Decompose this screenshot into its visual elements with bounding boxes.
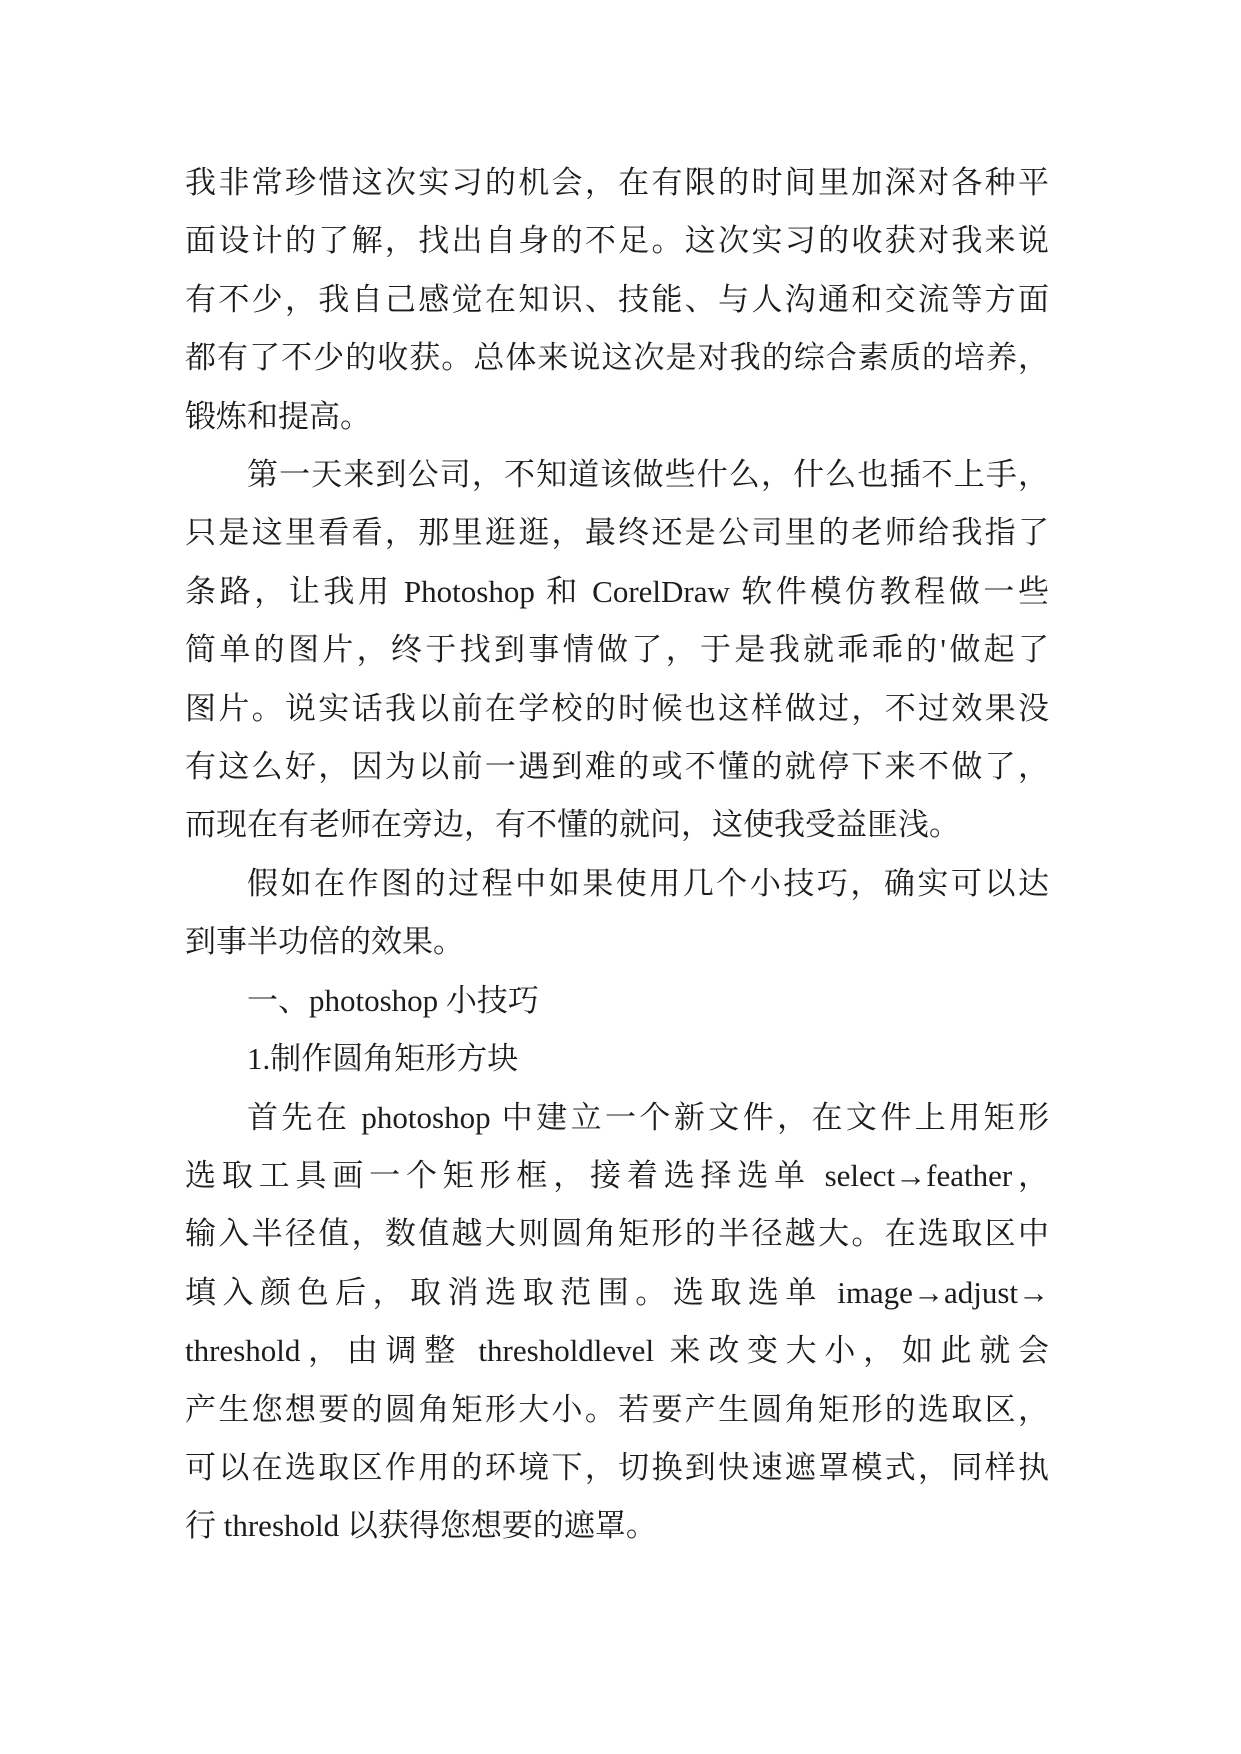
- text-line: 有这么好，因为以前一遇到难的或不懂的就停下来不做了，: [185, 749, 1049, 785]
- text-line: 到事半功倍的效果。: [185, 924, 464, 960]
- text-line: 可以在选取区作用的环境下，切换到快速遮罩模式，同样执: [185, 1449, 1049, 1485]
- text-line: 产生您想要的圆角矩形大小。若要产生圆角矩形的选取区，: [185, 1391, 1049, 1427]
- text-line: 图片。说实话我以前在学校的时候也这样做过，不过效果没: [185, 690, 1049, 726]
- text-line: 有不少，我自己感觉在知识、技能、与人沟通和交流等方面: [185, 281, 1049, 317]
- text-line: 简单的图片，终于找到事情做了，于是我就乖乖的'做起了: [185, 632, 1049, 668]
- document-body: [185, 154, 1049, 1556]
- text-line: 锻炼和提高。: [185, 398, 371, 434]
- text-line: 首先在 photoshop 中建立一个新文件，在文件上用矩形: [247, 1099, 1049, 1135]
- text-line: 我非常珍惜这次实习的机会，在有限的时间里加深对各种平: [185, 165, 1049, 200]
- text-line: 一、photoshop 小技巧: [247, 982, 539, 1018]
- text-line: 条路，让我用 Photoshop 和 CorelDraw 软件模仿教程做一些: [185, 573, 1049, 609]
- text-line: 1.制作圆角矩形方块: [247, 1041, 519, 1077]
- text-line: 都有了不少的收获。总体来说这次是对我的综合素质的培养，: [185, 340, 1049, 376]
- text-line: 填入颜色后，取消选取范围。选取选单 image→adjust→: [185, 1274, 1049, 1310]
- text-line: 第一天来到公司，不知道该做些什么，什么也插不上手，: [247, 457, 1049, 493]
- text-line: threshold，由调整 thresholdlevel 来改变大小，如此就会: [185, 1333, 1049, 1369]
- text-line: 假如在作图的过程中如果使用几个小技巧，确实可以达: [247, 865, 1049, 901]
- text-line: 只是这里看看，那里逛逛，最终还是公司里的老师给我指了: [185, 515, 1049, 551]
- text-line: 而现在有老师在旁边，有不懂的就问，这使我受益匪浅。: [185, 807, 960, 843]
- text-line: 行 threshold 以获得您想要的遮罩。: [185, 1508, 657, 1544]
- text-line: 面设计的了解，找出自身的不足。这次实习的收获对我来说: [185, 223, 1049, 259]
- text-line: 输入半径值，数值越大则圆角矩形的半径越大。在选取区中: [185, 1216, 1049, 1252]
- text-line: 选取工具画一个矩形框，接着选择选单 select→feather，: [185, 1157, 1049, 1193]
